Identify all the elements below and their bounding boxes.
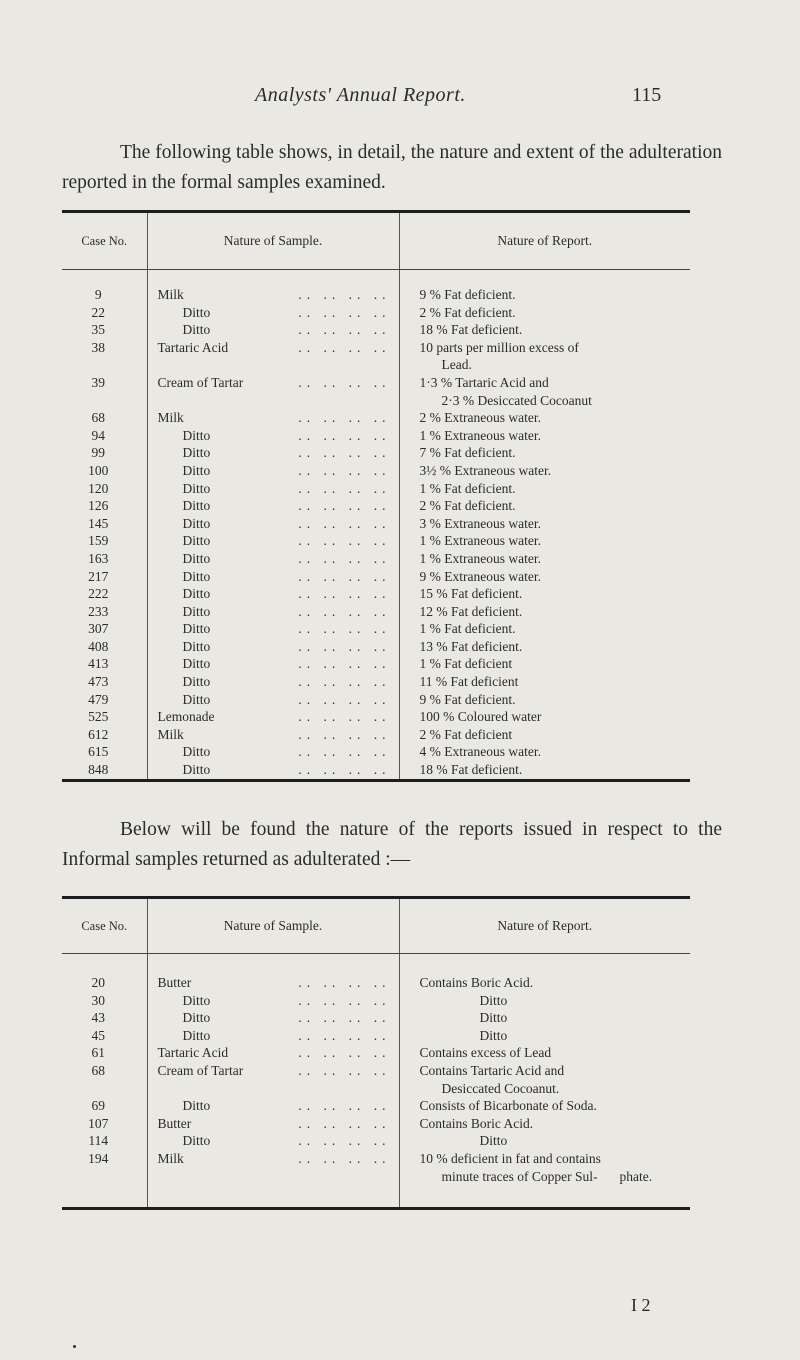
case-number-cell: 145 — [88, 515, 109, 531]
report-cell — [399, 743, 690, 761]
table-row — [62, 497, 690, 515]
sample-name: Milk — [157, 287, 184, 302]
leader-dots: .. .. .. .. — [298, 621, 391, 637]
table-row — [62, 992, 690, 1010]
leader-dots: .. .. .. .. — [298, 550, 391, 566]
header-case-no: Case No. — [62, 212, 147, 270]
report-cell — [399, 1027, 690, 1045]
case-number-cell: 43 — [91, 1010, 105, 1026]
sample-cell — [147, 374, 399, 409]
leader-dots: .. .. .. .. — [298, 374, 391, 390]
case-number-cell: 100 — [88, 462, 109, 478]
sample-cell — [147, 515, 399, 533]
report-cell — [399, 585, 690, 603]
report-cell — [399, 497, 690, 515]
report-cell — [399, 480, 690, 498]
case-number-cell: 38 — [91, 339, 105, 355]
sample-cell — [147, 270, 399, 304]
sample-cell — [147, 550, 399, 568]
report-line: Ditto — [479, 992, 508, 1008]
sample-cell — [147, 585, 399, 603]
sample-name: Ditto — [182, 445, 211, 461]
table-row — [62, 568, 690, 586]
header-case-no: Case No. — [62, 898, 147, 954]
report-cell — [399, 427, 690, 445]
case-number-cell: 413 — [88, 656, 109, 672]
table-row — [62, 374, 690, 409]
sample-name: Ditto — [182, 1027, 211, 1043]
report-line: 1 % Fat deficient. — [419, 480, 516, 496]
sample-name: Ditto — [182, 1098, 211, 1114]
sample-cell — [147, 761, 399, 780]
report-cell — [399, 992, 690, 1010]
sample-cell — [147, 532, 399, 550]
sample-cell — [147, 1097, 399, 1115]
table-row — [62, 427, 690, 445]
report-cell — [399, 462, 690, 480]
leader-dots: .. .. .. .. — [298, 498, 391, 514]
report-line: 3 % Extraneous water. — [419, 515, 541, 531]
report-line: phate. — [619, 1168, 653, 1184]
report-line: 1 % Extraneous water. — [419, 550, 541, 566]
sample-name: Ditto — [182, 462, 211, 478]
table-row — [62, 409, 690, 427]
sample-name: Ditto — [182, 1133, 211, 1149]
leader-dots: .. .. .. .. — [298, 1115, 391, 1131]
leader-dots: .. .. .. .. — [298, 410, 391, 426]
leader-dots: .. .. .. .. — [298, 744, 391, 760]
leader-dots: .. .. .. .. — [298, 1027, 391, 1043]
sample-cell — [147, 427, 399, 445]
case-number-cell: 69 — [91, 1098, 105, 1114]
leader-dots: .. .. .. .. — [298, 691, 391, 707]
report-cell — [399, 550, 690, 568]
leader-dots: .. .. .. .. — [298, 533, 391, 549]
case-number-cell: 20 — [91, 975, 105, 990]
report-cell — [399, 954, 690, 992]
case-number-cell: 94 — [91, 427, 105, 443]
case-number-cell: 22 — [91, 304, 105, 320]
table-row — [62, 603, 690, 621]
report-cell — [399, 1132, 690, 1150]
case-number-cell: 473 — [88, 674, 109, 690]
header-nature-of-sample: Nature of Sample. — [147, 898, 399, 954]
report-line: 100 % Coloured water — [419, 709, 542, 725]
sample-cell — [147, 655, 399, 673]
report-line: 11 % Fat deficient — [419, 674, 519, 690]
report-line: 4 % Extraneous water. — [419, 744, 541, 760]
report-line: 9 % Fat deficient. — [419, 691, 516, 707]
report-cell — [399, 444, 690, 462]
report-cell — [399, 1150, 690, 1209]
sample-name: Ditto — [182, 322, 211, 338]
ink-speck — [73, 1345, 76, 1348]
case-number-cell: 479 — [88, 691, 109, 707]
header-nature-of-report: Nature of Report. — [399, 212, 690, 270]
informal-samples-table — [62, 896, 690, 1210]
sample-name: Butter — [157, 975, 192, 990]
sample-cell — [147, 409, 399, 427]
case-number-cell: 612 — [88, 726, 109, 742]
leader-dots: .. .. .. .. — [298, 603, 391, 619]
report-cell — [399, 374, 690, 409]
sample-cell — [147, 1027, 399, 1045]
leader-dots: .. .. .. .. — [298, 1010, 391, 1026]
case-number-cell: 217 — [88, 568, 109, 584]
sample-cell — [147, 1115, 399, 1133]
sample-cell — [147, 1150, 399, 1209]
table-row — [62, 726, 690, 744]
leader-dots: .. .. .. .. — [298, 656, 391, 672]
case-number-cell: 525 — [88, 709, 109, 725]
sample-name: Ditto — [182, 427, 211, 443]
table-row — [62, 550, 690, 568]
sample-cell — [147, 638, 399, 656]
case-number-cell: 45 — [91, 1027, 105, 1043]
leader-dots: .. .. .. .. — [298, 1150, 391, 1166]
header-nature-of-report: Nature of Report. — [399, 898, 690, 954]
leader-dots: .. .. .. .. — [298, 674, 391, 690]
report-line: 12 % Fat deficient. — [419, 603, 523, 619]
leader-dots: .. .. .. .. — [298, 568, 391, 584]
running-title: Analysts' Annual Report. — [255, 84, 466, 106]
header-nature-of-sample: Nature of Sample. — [147, 212, 399, 270]
case-number-cell: 99 — [91, 445, 105, 461]
report-cell — [399, 1009, 690, 1027]
report-line: 10 parts per million excess of — [419, 339, 579, 355]
sample-cell — [147, 743, 399, 761]
sample-name: Ditto — [182, 674, 211, 690]
sample-cell — [147, 480, 399, 498]
sample-cell — [147, 1062, 399, 1097]
report-line: 2 % Extraneous water. — [419, 410, 541, 426]
table-row — [62, 1097, 690, 1115]
sample-cell — [147, 708, 399, 726]
sample-name: Ditto — [182, 304, 211, 320]
sample-name: Ditto — [182, 992, 211, 1008]
table-row — [62, 1132, 690, 1150]
table-row — [62, 638, 690, 656]
report-line: 1 % Extraneous water. — [419, 427, 541, 443]
report-cell — [399, 603, 690, 621]
sample-name: Ditto — [182, 498, 211, 514]
table-row — [62, 1044, 690, 1062]
sample-name: Ditto — [182, 533, 211, 549]
sample-cell — [147, 568, 399, 586]
case-number-cell: 107 — [88, 1115, 109, 1131]
sample-cell — [147, 339, 399, 374]
sample-cell — [147, 497, 399, 515]
informal-intro-paragraph: Below will be found the nature of the reports issued in respect to the Informal samples returned as adulterated :— — [62, 819, 722, 870]
report-cell — [399, 1115, 690, 1133]
report-cell — [399, 1044, 690, 1062]
report-line: 2 % Fat deficient — [419, 726, 513, 742]
report-line: 2 % Fat deficient. — [419, 498, 516, 514]
report-cell — [399, 321, 690, 339]
report-line: Contains Tartaric Acid and — [419, 1062, 565, 1078]
report-line: 1·3 % Tartaric Acid and — [419, 374, 549, 390]
sample-cell — [147, 992, 399, 1010]
leader-dots: .. .. .. .. — [298, 287, 391, 302]
table-header-row — [62, 212, 690, 270]
report-line: 3½ % Extraneous water. — [419, 462, 552, 478]
report-line: Ditto — [479, 1010, 508, 1026]
table-row — [62, 480, 690, 498]
sample-name: Milk — [157, 726, 184, 742]
sample-cell — [147, 462, 399, 480]
table-row — [62, 462, 690, 480]
report-cell — [399, 568, 690, 586]
table-header-row — [62, 898, 690, 954]
case-number-cell: 615 — [88, 744, 109, 760]
table-row — [62, 673, 690, 691]
report-line: 18 % Fat deficient. — [419, 762, 523, 778]
report-line: Desiccated Cocoanut. — [441, 1080, 560, 1096]
table-row — [62, 1115, 690, 1133]
sample-name: Ditto — [182, 691, 211, 707]
sample-cell — [147, 1132, 399, 1150]
report-cell — [399, 409, 690, 427]
sample-cell — [147, 1044, 399, 1062]
sample-name: Tartaric Acid — [157, 339, 229, 355]
leader-dots: .. .. .. .. — [298, 339, 391, 355]
case-number-cell: 68 — [91, 410, 105, 426]
sample-name: Ditto — [182, 638, 211, 654]
table-row — [62, 761, 690, 780]
leader-dots: .. .. .. .. — [298, 1098, 391, 1114]
sample-cell — [147, 603, 399, 621]
leader-dots: .. .. .. .. — [298, 762, 391, 778]
sample-cell — [147, 321, 399, 339]
report-line: Ditto — [479, 1027, 508, 1043]
leader-dots: .. .. .. .. — [298, 975, 391, 990]
leader-dots: .. .. .. .. — [298, 992, 391, 1008]
sample-name: Ditto — [182, 515, 211, 531]
case-number-cell: 307 — [88, 621, 109, 637]
case-number-cell: 39 — [91, 374, 105, 390]
report-cell — [399, 638, 690, 656]
sample-name: Ditto — [182, 1010, 211, 1026]
report-cell — [399, 515, 690, 533]
report-line: Lead. — [441, 357, 472, 373]
table-row — [62, 515, 690, 533]
sample-name: Ditto — [182, 744, 211, 760]
report-cell — [399, 708, 690, 726]
case-number-cell: 114 — [88, 1133, 109, 1149]
sample-name: Ditto — [182, 656, 211, 672]
sample-name: Lemonade — [157, 709, 215, 725]
report-line: Contains Boric Acid. — [419, 1115, 534, 1131]
report-line: minute traces of Copper Sul- — [441, 1168, 598, 1184]
sample-name: Ditto — [182, 621, 211, 637]
sample-name: Ditto — [182, 762, 211, 778]
case-number-cell: 120 — [88, 480, 109, 496]
report-cell — [399, 339, 690, 374]
leader-dots: .. .. .. .. — [298, 1133, 391, 1149]
case-number-cell: 408 — [88, 638, 109, 654]
sample-name: Ditto — [182, 480, 211, 496]
sample-name: Cream of Tartar — [157, 374, 244, 390]
report-cell — [399, 1062, 690, 1097]
leader-dots: .. .. .. .. — [298, 1062, 391, 1078]
table-row — [62, 304, 690, 322]
table-row — [62, 743, 690, 761]
report-cell — [399, 691, 690, 709]
report-cell — [399, 620, 690, 638]
table-row — [62, 532, 690, 550]
leader-dots: .. .. .. .. — [298, 304, 391, 320]
leader-dots: .. .. .. .. — [298, 427, 391, 443]
formal-samples-table — [62, 210, 690, 782]
formal-intro-paragraph: The following table shows, in detail, the nature and extent of the adulteration reported in the formal samples examined. — [62, 142, 722, 193]
report-cell — [399, 1097, 690, 1115]
case-number-cell: 68 — [91, 1062, 105, 1078]
table-row — [62, 708, 690, 726]
leader-dots: .. .. .. .. — [298, 445, 391, 461]
page-number: 115 — [632, 84, 662, 106]
sample-name: Tartaric Acid — [157, 1045, 229, 1061]
report-cell — [399, 304, 690, 322]
leader-dots: .. .. .. .. — [298, 462, 391, 478]
table-row — [62, 444, 690, 462]
table-row — [62, 620, 690, 638]
signature-mark: I 2 — [631, 1295, 651, 1315]
sample-name: Ditto — [182, 568, 211, 584]
report-line: 2·3 % Desiccated Cocoanut — [441, 392, 592, 408]
leader-dots: .. .. .. .. — [298, 586, 391, 602]
report-line: Contains Boric Acid. — [419, 975, 534, 990]
report-line: 13 % Fat deficient. — [419, 638, 523, 654]
report-cell — [399, 655, 690, 673]
sample-cell — [147, 444, 399, 462]
sample-cell — [147, 954, 399, 992]
sample-cell — [147, 1009, 399, 1027]
report-cell — [399, 673, 690, 691]
report-cell — [399, 726, 690, 744]
leader-dots: .. .. .. .. — [298, 480, 391, 496]
table-row — [62, 1150, 690, 1209]
case-number-cell: 159 — [88, 533, 109, 549]
case-number-cell: 848 — [62, 761, 147, 780]
leader-dots: .. .. .. .. — [298, 515, 391, 531]
sample-name: Ditto — [182, 586, 211, 602]
report-line: 2 % Fat deficient. — [419, 304, 516, 320]
case-number-cell: 222 — [88, 586, 109, 602]
leader-dots: .. .. .. .. — [298, 638, 391, 654]
case-number-cell: 233 — [88, 603, 109, 619]
sample-name: Ditto — [182, 550, 211, 566]
table-row — [62, 1009, 690, 1027]
page-header — [0, 84, 800, 114]
table-row — [62, 585, 690, 603]
report-line: 1 % Fat deficient — [419, 656, 513, 672]
report-line: Consists of Bicarbonate of Soda. — [419, 1098, 597, 1114]
sample-cell — [147, 304, 399, 322]
sample-name: Butter — [157, 1115, 192, 1131]
report-line: 7 % Fat deficient. — [419, 445, 516, 461]
sample-cell — [147, 620, 399, 638]
leader-dots: .. .. .. .. — [298, 709, 391, 725]
table-row — [62, 691, 690, 709]
table-row — [62, 655, 690, 673]
report-line: 10 % deficient in fat and contains — [419, 1150, 601, 1166]
case-number-cell: 30 — [91, 992, 105, 1008]
table-row — [62, 1027, 690, 1045]
leader-dots: .. .. .. .. — [298, 726, 391, 742]
leader-dots: .. .. .. .. — [298, 1045, 391, 1061]
report-line: 15 % Fat deficient. — [419, 586, 523, 602]
sample-name: Cream of Tartar — [157, 1062, 244, 1078]
sample-cell — [147, 691, 399, 709]
table-row — [62, 270, 690, 304]
case-number-cell: 194 — [62, 1150, 147, 1209]
report-cell — [399, 761, 690, 780]
report-line: 9 % Extraneous water. — [419, 568, 541, 584]
case-number-cell: 9 — [94, 287, 102, 302]
report-line: Contains excess of Lead — [419, 1045, 552, 1061]
table-row — [62, 321, 690, 339]
table-row — [62, 339, 690, 374]
sample-name: Milk — [157, 1150, 184, 1166]
report-line: 18 % Fat deficient. — [419, 322, 523, 338]
sample-name: Milk — [157, 410, 184, 426]
report-line: 9 % Fat deficient. — [419, 287, 516, 302]
sample-cell — [147, 726, 399, 744]
leader-dots: .. .. .. .. — [298, 322, 391, 338]
table-row — [62, 954, 690, 992]
case-number-cell: 163 — [88, 550, 109, 566]
report-cell — [399, 270, 690, 304]
case-number-cell: 126 — [88, 498, 109, 514]
report-line: 1 % Fat deficient. — [419, 621, 516, 637]
report-cell — [399, 532, 690, 550]
table-row — [62, 1062, 690, 1097]
case-number-cell: 35 — [91, 322, 105, 338]
report-line: 1 % Extraneous water. — [419, 533, 541, 549]
report-line: Ditto — [479, 1133, 508, 1149]
sample-cell — [147, 673, 399, 691]
case-number-cell: 61 — [91, 1045, 105, 1061]
sample-name: Ditto — [182, 603, 211, 619]
